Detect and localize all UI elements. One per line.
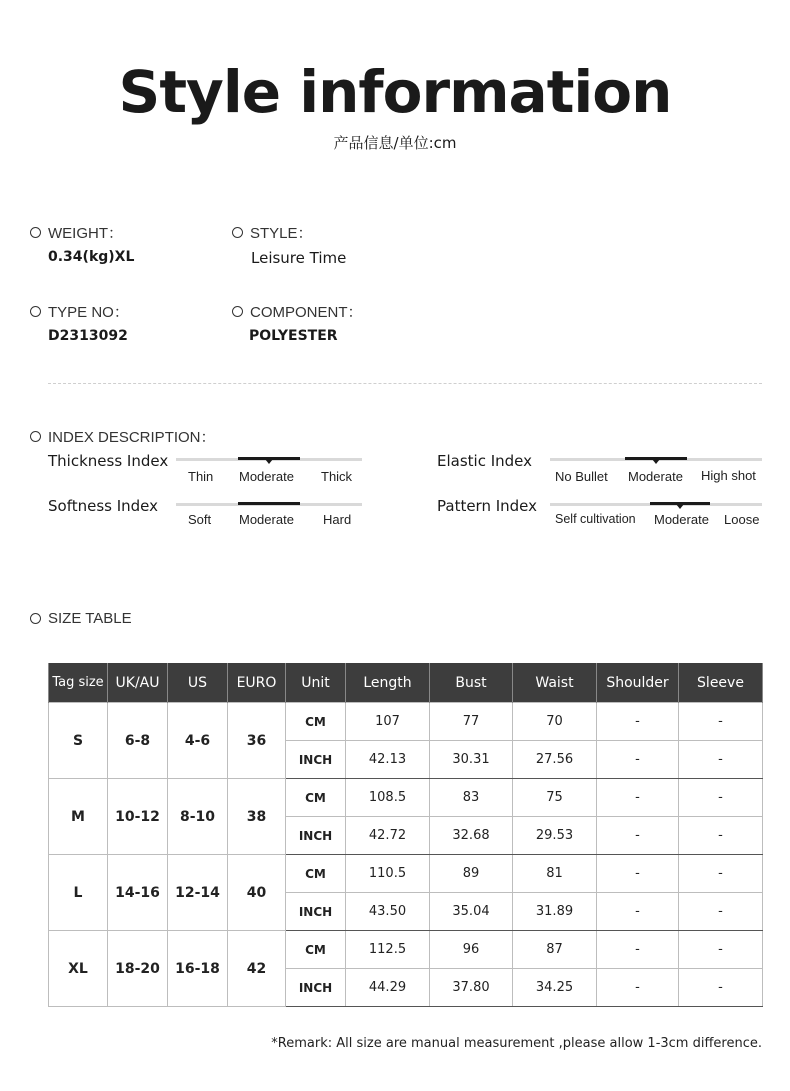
unit-cell: INCH	[286, 893, 346, 931]
type-no-label-text: TYPE NO：	[48, 304, 129, 321]
uk-au-cell: 10-12	[108, 779, 168, 855]
softness-index-name: Softness Index	[48, 497, 159, 515]
pattern-option-self-cultivation: Self cultivation	[555, 512, 636, 526]
unit-cell: INCH	[286, 817, 346, 855]
header-uk-au: UK/AU	[108, 663, 168, 703]
length-cell: 42.13	[346, 741, 430, 779]
sleeve-cell: -	[679, 893, 763, 931]
bust-cell: 35.04	[430, 893, 513, 931]
waist-cell: 75	[513, 779, 597, 817]
waist-cell: 81	[513, 855, 597, 893]
softness-option-moderate: Moderate	[239, 512, 294, 527]
circle-bullet-icon	[30, 306, 41, 317]
us-cell: 8-10	[168, 779, 228, 855]
size-table-heading-text: SIZE TABLE	[48, 610, 132, 627]
header-unit: Unit	[286, 663, 346, 703]
page-subtitle: 产品信息/单位:cm	[333, 134, 457, 152]
weight-value: 0.34(kg)XL	[48, 249, 135, 265]
scale-selected-segment	[238, 502, 300, 505]
style-label-text: STYLE：	[250, 225, 313, 242]
component-label	[232, 301, 363, 322]
softness-index-scale	[176, 503, 362, 506]
weight-label	[30, 222, 123, 243]
softness-option-soft: Soft	[188, 512, 212, 527]
length-cell: 43.50	[346, 893, 430, 931]
bust-cell: 96	[430, 931, 513, 969]
header-euro: EURO	[228, 663, 286, 703]
type-no-value: D2313092	[48, 328, 128, 344]
bust-cell: 83	[430, 779, 513, 817]
pattern-option-loose: Loose	[724, 512, 760, 527]
style-label	[232, 222, 313, 243]
length-cell: 44.29	[346, 969, 430, 1007]
tag-size-cell: S	[49, 703, 108, 779]
type-no-label	[30, 301, 129, 322]
header-length: Length	[346, 663, 430, 703]
shoulder-cell: -	[597, 703, 679, 741]
remark-text: *Remark: All size are manual measurement ,please allow 1-3cm difference.	[271, 1036, 762, 1051]
softness-option-hard: Hard	[323, 512, 352, 527]
scale-marker-icon	[652, 459, 660, 464]
pattern-index-scale	[550, 503, 762, 506]
circle-bullet-icon	[30, 431, 41, 442]
shoulder-cell: -	[597, 817, 679, 855]
weight-label-text: WEIGHT：	[48, 225, 123, 242]
tag-size-cell: L	[49, 855, 108, 931]
length-cell: 107	[346, 703, 430, 741]
bust-cell: 89	[430, 855, 513, 893]
elastic-index-scale	[550, 458, 762, 461]
unit-cell: INCH	[286, 741, 346, 779]
circle-bullet-icon	[232, 306, 243, 317]
sleeve-cell: -	[679, 969, 763, 1007]
unit-cell: CM	[286, 779, 346, 817]
thickness-index-name: Thickness Index	[48, 452, 169, 470]
us-cell: 4-6	[168, 703, 228, 779]
header-bust: Bust	[430, 663, 513, 703]
length-cell: 108.5	[346, 779, 430, 817]
waist-cell: 29.53	[513, 817, 597, 855]
shoulder-cell: -	[597, 741, 679, 779]
unit-cell: CM	[286, 703, 346, 741]
us-cell: 12-14	[168, 855, 228, 931]
euro-cell: 42	[228, 931, 286, 1007]
component-label-text: COMPONENT：	[250, 304, 363, 321]
shoulder-cell: -	[597, 969, 679, 1007]
uk-au-cell: 14-16	[108, 855, 168, 931]
header-tag-size: Tag size	[49, 663, 108, 703]
section-divider	[48, 383, 762, 384]
euro-cell: 40	[228, 855, 286, 931]
unit-cell: CM	[286, 931, 346, 969]
table-row	[49, 703, 763, 741]
header-sleeve: Sleeve	[679, 663, 763, 703]
elastic-index-name: Elastic Index	[437, 452, 533, 470]
scale-marker-icon	[676, 504, 684, 509]
elastic-option-high-shot: High shot	[701, 468, 756, 483]
sleeve-cell: -	[679, 741, 763, 779]
shoulder-cell: -	[597, 855, 679, 893]
header-waist: Waist	[513, 663, 597, 703]
thickness-option-thick: Thick	[321, 469, 353, 484]
shoulder-cell: -	[597, 779, 679, 817]
sleeve-cell: -	[679, 779, 763, 817]
tag-size-cell: XL	[49, 931, 108, 1007]
style-value: Leisure Time	[251, 249, 347, 267]
uk-au-cell: 6-8	[108, 703, 168, 779]
circle-bullet-icon	[232, 227, 243, 238]
waist-cell: 31.89	[513, 893, 597, 931]
size-table-heading	[30, 610, 132, 627]
pattern-option-moderate: Moderate	[654, 512, 709, 527]
shoulder-cell: -	[597, 893, 679, 931]
sleeve-cell: -	[679, 931, 763, 969]
component-value: POLYESTER	[249, 328, 338, 344]
table-row	[49, 855, 763, 893]
pattern-index-name: Pattern Index	[437, 497, 538, 515]
uk-au-cell: 18-20	[108, 931, 168, 1007]
bust-cell: 77	[430, 703, 513, 741]
bust-cell: 37.80	[430, 969, 513, 1007]
us-cell: 16-18	[168, 931, 228, 1007]
sleeve-cell: -	[679, 855, 763, 893]
index-description-heading	[30, 426, 216, 447]
waist-cell: 87	[513, 931, 597, 969]
waist-cell: 27.56	[513, 741, 597, 779]
index-description-text: INDEX DESCRIPTION：	[48, 429, 216, 446]
table-row	[49, 931, 763, 969]
page-title: Style information	[118, 58, 672, 126]
euro-cell: 36	[228, 703, 286, 779]
sleeve-cell: -	[679, 703, 763, 741]
euro-cell: 38	[228, 779, 286, 855]
header-us: US	[168, 663, 228, 703]
length-cell: 112.5	[346, 931, 430, 969]
elastic-option-no-bullet: No Bullet	[555, 469, 608, 484]
waist-cell: 34.25	[513, 969, 597, 1007]
header-shoulder: Shoulder	[597, 663, 679, 703]
unit-cell: INCH	[286, 969, 346, 1007]
thickness-index-scale	[176, 458, 362, 461]
bust-cell: 30.31	[430, 741, 513, 779]
circle-bullet-icon	[30, 227, 41, 238]
waist-cell: 70	[513, 703, 597, 741]
size-table-header-row	[49, 663, 763, 703]
thickness-option-thin: Thin	[188, 469, 214, 484]
sleeve-cell: -	[679, 817, 763, 855]
length-cell: 42.72	[346, 817, 430, 855]
tag-size-cell: M	[49, 779, 108, 855]
bust-cell: 32.68	[430, 817, 513, 855]
elastic-option-moderate: Moderate	[628, 469, 683, 484]
shoulder-cell: -	[597, 931, 679, 969]
table-row	[49, 779, 763, 817]
scale-marker-icon	[265, 459, 273, 464]
length-cell: 110.5	[346, 855, 430, 893]
size-table	[48, 663, 763, 1007]
unit-cell: CM	[286, 855, 346, 893]
thickness-option-moderate: Moderate	[239, 469, 294, 484]
circle-bullet-icon	[30, 613, 41, 624]
